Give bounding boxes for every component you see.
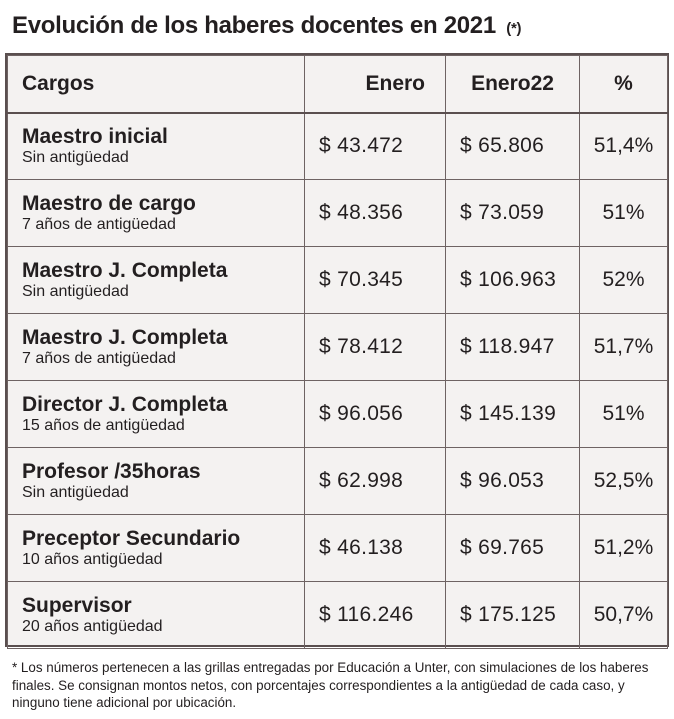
cell-enero22: $ 73.059 <box>446 180 580 247</box>
cell-percent: 52,5% <box>580 448 668 515</box>
cell-enero22: $ 145.139 <box>446 381 580 448</box>
table-header-row <box>8 56 668 113</box>
title-text: Evolución de los haberes docentes en 2021 <box>12 12 496 39</box>
cell-percent: 51,4% <box>580 113 668 180</box>
cargo-detail: 10 años antigüedad <box>22 550 163 568</box>
cargo-detail: Sin antigüedad <box>22 148 129 166</box>
cell-enero22: $ 69.765 <box>446 515 580 582</box>
cell-percent: 51% <box>580 381 668 448</box>
header-enero22: Enero22 <box>446 56 580 113</box>
cell-enero: $ 62.998 <box>305 448 446 515</box>
cargo-name: Maestro J. Completa <box>22 258 228 282</box>
cell-enero: $ 43.472 <box>305 113 446 180</box>
cargo-name: Maestro de cargo <box>22 191 196 215</box>
cargo-name: Maestro inicial <box>22 124 168 148</box>
cell-enero: $ 78.412 <box>305 314 446 381</box>
cargo-detail: Sin antigüedad <box>22 483 129 501</box>
cargo-detail: 7 años de antigüedad <box>22 215 176 233</box>
page-title <box>12 12 521 40</box>
table-row <box>8 515 668 582</box>
cell-cargo <box>8 582 305 649</box>
cell-percent: 51,2% <box>580 515 668 582</box>
salary-table <box>7 55 668 649</box>
cell-enero: $ 116.246 <box>305 582 446 649</box>
cell-enero22: $ 96.053 <box>446 448 580 515</box>
table-row <box>8 113 668 180</box>
cell-percent: 50,7% <box>580 582 668 649</box>
cell-cargo <box>8 381 305 448</box>
cell-cargo <box>8 180 305 247</box>
cell-enero22: $ 175.125 <box>446 582 580 649</box>
cell-cargo <box>8 247 305 314</box>
cell-cargo <box>8 314 305 381</box>
cell-cargo <box>8 113 305 180</box>
cell-cargo <box>8 515 305 582</box>
table-row <box>8 582 668 649</box>
cargo-detail: 20 años antigüedad <box>22 617 163 635</box>
table-row <box>8 314 668 381</box>
table-row <box>8 180 668 247</box>
table-row <box>8 381 668 448</box>
title-note: (*) <box>506 20 522 37</box>
cell-enero: $ 48.356 <box>305 180 446 247</box>
header-percent: % <box>580 56 668 113</box>
cargo-name: Supervisor <box>22 593 132 617</box>
table-row <box>8 247 668 314</box>
salary-table-container <box>5 53 669 647</box>
cell-percent: 51,7% <box>580 314 668 381</box>
cell-enero22: $ 65.806 <box>446 113 580 180</box>
cell-enero22: $ 118.947 <box>446 314 580 381</box>
cargo-name: Director J. Completa <box>22 392 228 416</box>
footnote: * Los números pertenecen a las grillas entregadas por Educación a Unter, con simulaciones de los haberes finales. Se consignan montos netos, con porcentajes correspondientes a la antigüedad de cada caso, y ninguno tiene adicional por ubicación. <box>12 660 649 710</box>
table-row <box>8 448 668 515</box>
cargo-detail: Sin antigüedad <box>22 282 129 300</box>
cell-percent: 51% <box>580 180 668 247</box>
cargo-name: Preceptor Secundario <box>22 526 241 550</box>
cell-enero: $ 46.138 <box>305 515 446 582</box>
cargo-detail: 7 años de antigüedad <box>22 349 176 367</box>
cell-percent: 52% <box>580 247 668 314</box>
cell-cargo <box>8 448 305 515</box>
cell-enero: $ 70.345 <box>305 247 446 314</box>
cargo-detail: 15 años de antigüedad <box>22 416 185 434</box>
cell-enero: $ 96.056 <box>305 381 446 448</box>
cargo-name: Maestro J. Completa <box>22 325 228 349</box>
header-enero: Enero <box>305 56 446 113</box>
cell-enero22: $ 106.963 <box>446 247 580 314</box>
cargo-name: Profesor /35horas <box>22 459 201 483</box>
header-cargos: Cargos <box>8 56 305 113</box>
